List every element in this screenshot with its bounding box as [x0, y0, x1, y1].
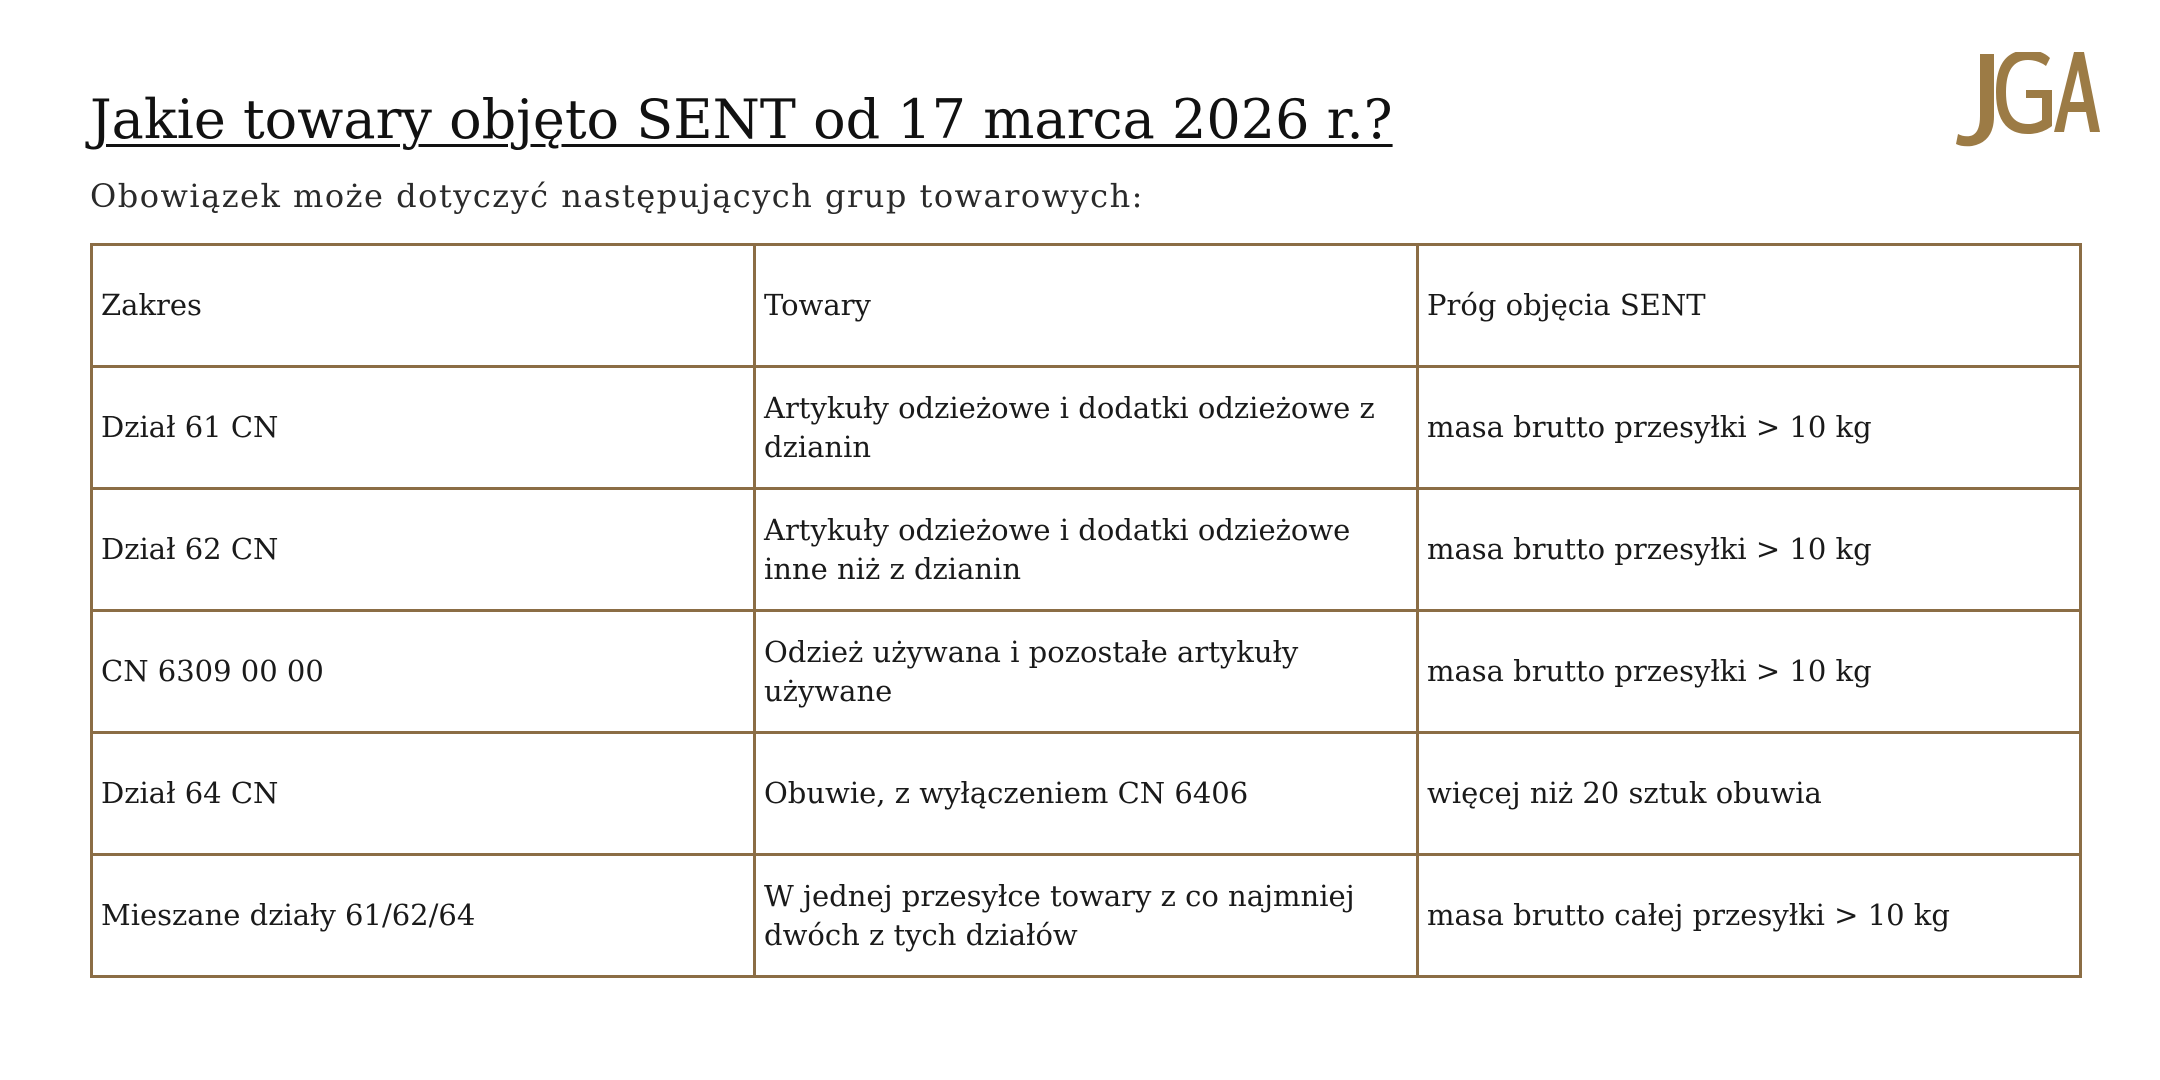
cell-prog: masa brutto przesyłki > 10 kg — [1418, 611, 2081, 733]
cell-zakres: Mieszane działy 61/62/64 — [92, 855, 755, 977]
logo-letter-g — [1996, 52, 2052, 134]
cell-zakres: Dział 61 CN — [92, 367, 755, 489]
table-row — [92, 489, 2081, 611]
cell-towary: W jednej przesyłce towary z co najmniej dwóch z tych działów — [755, 855, 1418, 977]
page-subtitle: Obowiązek może dotyczyć następujących grup towarowych: — [90, 177, 1144, 215]
table-row — [92, 733, 2081, 855]
logo-letter-j — [1956, 54, 1994, 146]
cell-prog: więcej niż 20 sztuk obuwia — [1418, 733, 2081, 855]
cell-prog: masa brutto całej przesyłki > 10 kg — [1418, 855, 2081, 977]
jga-logo — [1950, 52, 2100, 148]
header-cell-zakres: Zakres — [92, 245, 755, 367]
cell-zakres: CN 6309 00 00 — [92, 611, 755, 733]
cell-towary: Artykuły odzieżowe i dodatki odzieżowe z dzianin — [755, 367, 1418, 489]
page-title: Jakie towary objęto SENT od 17 marca 2026 r.? — [90, 88, 1393, 151]
table-header-row — [92, 245, 2081, 367]
header-cell-prog: Próg objęcia SENT — [1418, 245, 2081, 367]
cell-towary: Obuwie, z wyłączeniem CN 6406 — [755, 733, 1418, 855]
cell-towary: Artykuły odzieżowe i dodatki odzieżowe inne niż z dzianin — [755, 489, 1418, 611]
cell-towary: Odzież używana i pozostałe artykuły używane — [755, 611, 1418, 733]
cell-zakres: Dział 62 CN — [92, 489, 755, 611]
logo-letter-a — [2054, 52, 2100, 132]
cell-prog: masa brutto przesyłki > 10 kg — [1418, 489, 2081, 611]
table-row — [92, 611, 2081, 733]
table-row — [92, 855, 2081, 977]
table-row — [92, 367, 2081, 489]
cell-zakres: Dział 64 CN — [92, 733, 755, 855]
sent-goods-table — [90, 243, 2082, 978]
cell-prog: masa brutto przesyłki > 10 kg — [1418, 367, 2081, 489]
header-cell-towary: Towary — [755, 245, 1418, 367]
